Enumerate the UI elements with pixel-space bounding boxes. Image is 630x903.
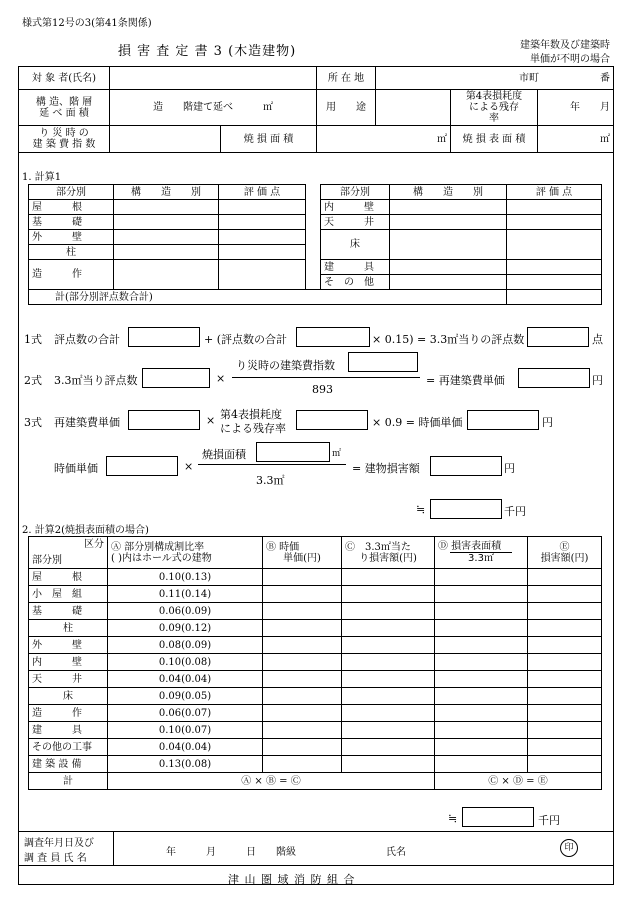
c1-approx: ≒ (416, 503, 426, 516)
f3-label: 3式 (24, 416, 42, 429)
footer-date-label1: 調査年月日及び (24, 838, 94, 849)
burn-surface-field[interactable] (538, 126, 614, 153)
c2-row-name: 小 屋 組 (29, 586, 108, 603)
calc2-heading: 2. 計算2(焼損表面積の場合) (22, 525, 149, 536)
c2-row (29, 586, 602, 603)
f4-fraction-line (198, 464, 346, 465)
c2-row-name: 屋 根 (29, 569, 108, 586)
c1-col-struct-left: 構 造 別 (114, 185, 219, 200)
struct-label2: 延 べ 面 積 (39, 107, 89, 119)
c2-row (29, 569, 602, 586)
c2-cell-b[interactable] (263, 569, 342, 586)
c2-row-ratio: 0.04(0.04) (108, 671, 263, 688)
remain-label3: 率 (489, 113, 499, 124)
c1-right-row: 内 壁 (321, 200, 390, 215)
c2-cell-e[interactable] (528, 739, 602, 756)
c2-row-ratio: 0.10(0.08) (108, 654, 263, 671)
f4-m2: ㎡ (332, 449, 342, 459)
seal-icon: 印 (560, 839, 578, 857)
c2-cell-c[interactable] (342, 722, 435, 739)
c1-col-score-left: 評 価 点 (219, 185, 306, 200)
c2-cell-c[interactable] (342, 603, 435, 620)
c2-cell-d[interactable] (435, 586, 528, 603)
c2-row-name: 建 具 (29, 722, 108, 739)
c2-h-e2: 損害額(円) (540, 552, 589, 564)
c2-row (29, 756, 602, 773)
c1-right-row: 建 具 (321, 260, 390, 275)
f2-times: × (216, 372, 226, 385)
c2-cell-d[interactable] (435, 603, 528, 620)
c2-row (29, 603, 602, 620)
index-label1: り 災 時 の (39, 128, 89, 139)
c2-cell-b[interactable] (263, 637, 342, 654)
owner-label: 対 象 者(氏名) (19, 67, 110, 90)
c2-row-name: 天 井 (29, 671, 108, 688)
c2-h-b2: 単価(円) (283, 552, 321, 564)
info-table (18, 66, 614, 153)
c2-cell-e[interactable] (528, 569, 602, 586)
burn-area-field[interactable] (317, 126, 451, 153)
c2-cell-c[interactable] (342, 671, 435, 688)
c2-row (29, 688, 602, 705)
c2-row (29, 637, 602, 654)
c2-cell-b[interactable] (263, 620, 342, 637)
c2-cell-e[interactable] (528, 688, 602, 705)
calc2-table (28, 536, 602, 790)
c1-right-row: 床 (321, 230, 390, 260)
c2-row-name: 床 (29, 688, 108, 705)
f4-price-box[interactable] (106, 456, 178, 476)
c2-cell-e[interactable] (528, 756, 602, 773)
c2-row-name: 内 壁 (29, 654, 108, 671)
f2-denominator: 893 (312, 383, 333, 396)
c2-cell-b[interactable] (263, 756, 342, 773)
c2-cell-e[interactable] (528, 722, 602, 739)
f2-points-label: 3.3㎡当り評点数 (54, 374, 138, 387)
c2-row-ratio: 0.10(0.13) (108, 569, 263, 586)
c2-cell-c[interactable] (342, 705, 435, 722)
f4-denominator: 3.3㎡ (256, 474, 285, 487)
c2-row-name: 基 礎 (29, 603, 108, 620)
c2-row (29, 705, 602, 722)
c2-cell-b[interactable] (263, 688, 342, 705)
c2-h-part: 部分別 (32, 555, 62, 566)
index-field[interactable] (110, 126, 221, 152)
c2-cell-d[interactable] (435, 654, 528, 671)
c2-cell-e[interactable] (528, 671, 602, 688)
location-label: 所 在 地 (317, 67, 376, 90)
f1-sum2-box[interactable] (296, 327, 370, 347)
c2-row-name: その他の工事 (29, 739, 108, 756)
c1-total-label: 計(部分別評点数合計) (29, 290, 507, 305)
c2-row-ratio: 0.06(0.07) (108, 705, 263, 722)
f3-remain-label1: 第4表損耗度 (220, 408, 282, 421)
form-number: 様式第12号の3(第41条関係) (22, 18, 152, 29)
c2-cell-b[interactable] (263, 671, 342, 688)
f1-sum-box[interactable] (128, 327, 200, 347)
c1-right-row: 天 井 (321, 215, 390, 230)
ban-label: 番 (600, 72, 610, 84)
c1-left-row: 造 作 (29, 260, 114, 290)
c2-thousand-unit: 千円 (538, 814, 560, 827)
calc1-heading: 1. 計算1 (22, 172, 62, 183)
f1-label: 1式 (24, 333, 42, 346)
c2-cell-c[interactable] (342, 637, 435, 654)
f1-unit: 点 (592, 333, 603, 346)
remain-field[interactable] (538, 90, 614, 126)
f3-remain-box[interactable] (296, 410, 368, 430)
burn-surface-label: 焼 損 表 面 積 (451, 126, 538, 153)
use-field[interactable] (376, 90, 451, 126)
c2-total-label: 計 (29, 773, 108, 790)
f4-price-label: 時価単価 (54, 462, 98, 475)
c2-formula2: Ⓒ × Ⓓ = Ⓔ (435, 773, 602, 790)
calc1-table (28, 184, 602, 305)
c2-cell-c[interactable] (342, 654, 435, 671)
c1-thousand-box[interactable] (430, 499, 502, 519)
c1-left-row: 屋 根 (29, 200, 114, 215)
f2-result-box[interactable] (518, 368, 590, 388)
year-month-label: 年 月 (570, 102, 610, 113)
c2-formula1: Ⓐ × Ⓑ = Ⓒ (108, 773, 435, 790)
f1-result-label: × 0.15) = 3.3㎡当りの評点数 (372, 333, 525, 346)
c2-cell-b[interactable] (263, 722, 342, 739)
city-label: 市町 (519, 72, 539, 84)
c2-row-name: 外 壁 (29, 637, 108, 654)
c2-cell-c[interactable] (342, 620, 435, 637)
c2-cell-e[interactable] (528, 603, 602, 620)
c2-row (29, 722, 602, 739)
c2-cell-d[interactable] (435, 756, 528, 773)
c2-cell-e[interactable] (528, 705, 602, 722)
c2-cell-b[interactable] (263, 705, 342, 722)
f3-times: × (206, 414, 216, 427)
c2-h-a1: Ⓐ 部分別構成割比率 (111, 541, 205, 553)
c2-row-ratio: 0.06(0.09) (108, 603, 263, 620)
c2-row-ratio: 0.09(0.12) (108, 620, 263, 637)
struct-field[interactable]: 造 階建て延べ ㎡ (110, 90, 317, 126)
c1-left-row: 外 壁 (29, 230, 114, 245)
c1-right-row: そ の 他 (321, 275, 390, 290)
f4-times: × (184, 460, 194, 473)
c2-row (29, 671, 602, 688)
f1-result-box[interactable] (527, 327, 589, 347)
c1-total-field[interactable] (507, 290, 602, 305)
c2-cell-b[interactable] (263, 654, 342, 671)
c2-cell-d[interactable] (435, 722, 528, 739)
c1-left-row: 基 礎 (29, 215, 114, 230)
c1-col-part-left: 部分別 (29, 185, 114, 200)
c2-thousand-box[interactable] (462, 807, 534, 827)
c1-col-part-right: 部分別 (321, 185, 390, 200)
c2-row-ratio: 0.09(0.05) (108, 688, 263, 705)
f4-result-label: = 建物損害額 (352, 462, 420, 475)
c2-row-ratio: 0.08(0.09) (108, 637, 263, 654)
owner-field[interactable] (110, 67, 317, 90)
f3-price-label: 再建築費単価 (54, 416, 120, 429)
c2-cell-d[interactable] (435, 637, 528, 654)
f4-unit: 円 (504, 462, 515, 475)
c2-cell-e[interactable] (528, 620, 602, 637)
note-line1: 建築年数及び建築時 (520, 40, 610, 51)
c2-h-c1: Ⓒ 3.3㎡当た (345, 541, 411, 553)
c2-cell-c[interactable] (342, 688, 435, 705)
c1-col-score-right: 評 価 点 (507, 185, 602, 200)
location-field[interactable] (376, 67, 614, 90)
f4-result-box[interactable] (430, 456, 502, 476)
c2-h-d2: 3.3㎡ (450, 552, 512, 564)
organization: 津 山 圏 域 消 防 組 合 (228, 873, 356, 886)
c2-approx: ≒ (448, 812, 458, 825)
c2-h-e1: Ⓔ (559, 541, 570, 553)
c2-cell-b[interactable] (263, 603, 342, 620)
c2-cell-c[interactable] (342, 756, 435, 773)
f4-area-box[interactable] (256, 442, 330, 462)
c1-col-struct-right: 構 造 別 (390, 185, 507, 200)
c1-thousand-unit: 千円 (504, 505, 526, 518)
f3-unit: 円 (542, 416, 553, 429)
c2-h-c2: り損害額(円) (359, 552, 417, 564)
burn-area-unit: ㎡ (437, 133, 447, 145)
c2-cell-c[interactable] (342, 739, 435, 756)
c2-row-ratio: 0.04(0.04) (108, 739, 263, 756)
c2-h-d1: Ⓓ 損害表面積 (438, 541, 502, 552)
f2-fraction-line (232, 377, 420, 378)
f3-remain-label2: による残存率 (220, 422, 286, 435)
c2-cell-c[interactable] (342, 586, 435, 603)
f2-result-label: = 再建築費単価 (426, 374, 505, 387)
burn-area-label: 焼 損 面 積 (243, 133, 294, 145)
c2-cell-d[interactable] (435, 569, 528, 586)
c2-row-ratio: 0.13(0.08) (108, 756, 263, 773)
c2-row-ratio: 0.11(0.14) (108, 586, 263, 603)
c2-row-ratio: 0.10(0.07) (108, 722, 263, 739)
c2-row-name: 柱 (29, 620, 108, 637)
footer-date-value: 年 月 日 階級 (166, 847, 296, 858)
c2-cell-d[interactable] (435, 739, 528, 756)
c2-cell-e[interactable] (528, 637, 602, 654)
c2-row-name: 造 作 (29, 705, 108, 722)
remain-label1: 第4表損耗度 (465, 91, 523, 102)
c2-cell-d[interactable] (435, 705, 528, 722)
f2-unit: 円 (592, 374, 603, 387)
c2-row (29, 620, 602, 637)
note-line2: 単価が不明の場合 (530, 54, 610, 65)
c2-h-a2: ( )内はホール式の建物 (111, 552, 212, 564)
c2-cell-e[interactable] (528, 586, 602, 603)
f4-numerator: 焼損面積 (202, 448, 246, 461)
c2-row-name: 建 築 設 備 (29, 756, 108, 773)
c2-row (29, 739, 602, 756)
c2-cell-b[interactable] (263, 739, 342, 756)
c1-left-row: 柱 (29, 245, 114, 260)
f1-sum2-label: + (評点数の合計 (204, 333, 288, 346)
f2-points-box[interactable] (142, 368, 210, 388)
f3-result-box[interactable] (467, 410, 539, 430)
c2-h-b1: Ⓑ 時価 (266, 541, 300, 553)
c2-cell-d[interactable] (435, 688, 528, 705)
f2-label: 2式 (24, 374, 42, 387)
c2-cell-c[interactable] (342, 569, 435, 586)
remain-label2: による残存 (469, 102, 519, 113)
c2-cell-e[interactable] (528, 654, 602, 671)
footer-date-label2: 調 査 員 氏 名 (24, 853, 87, 864)
c2-row (29, 654, 602, 671)
f1-sum-label: 評点数の合計 (54, 333, 120, 346)
c2-cell-d[interactable] (435, 620, 528, 637)
use-label: 用 途 (317, 90, 376, 126)
footer-name-label: 氏名 (386, 847, 406, 858)
struct-label1: 構 造、階 層 (35, 96, 93, 108)
page-title: 損 害 査 定 書 3 (木造建物) (118, 44, 297, 59)
f3-result-label: × 0.9 = 時価単価 (372, 416, 463, 429)
f2-numerator: り災時の建築費指数 (236, 359, 335, 372)
index-label2: 建 築 費 指 数 (32, 139, 96, 150)
c2-cell-d[interactable] (435, 671, 528, 688)
burn-surface-unit: ㎡ (600, 133, 610, 145)
c2-h-kubun: 区分 (84, 539, 104, 550)
f2-index-box[interactable] (348, 352, 418, 372)
f3-price-box[interactable] (128, 410, 200, 430)
c2-cell-b[interactable] (263, 586, 342, 603)
